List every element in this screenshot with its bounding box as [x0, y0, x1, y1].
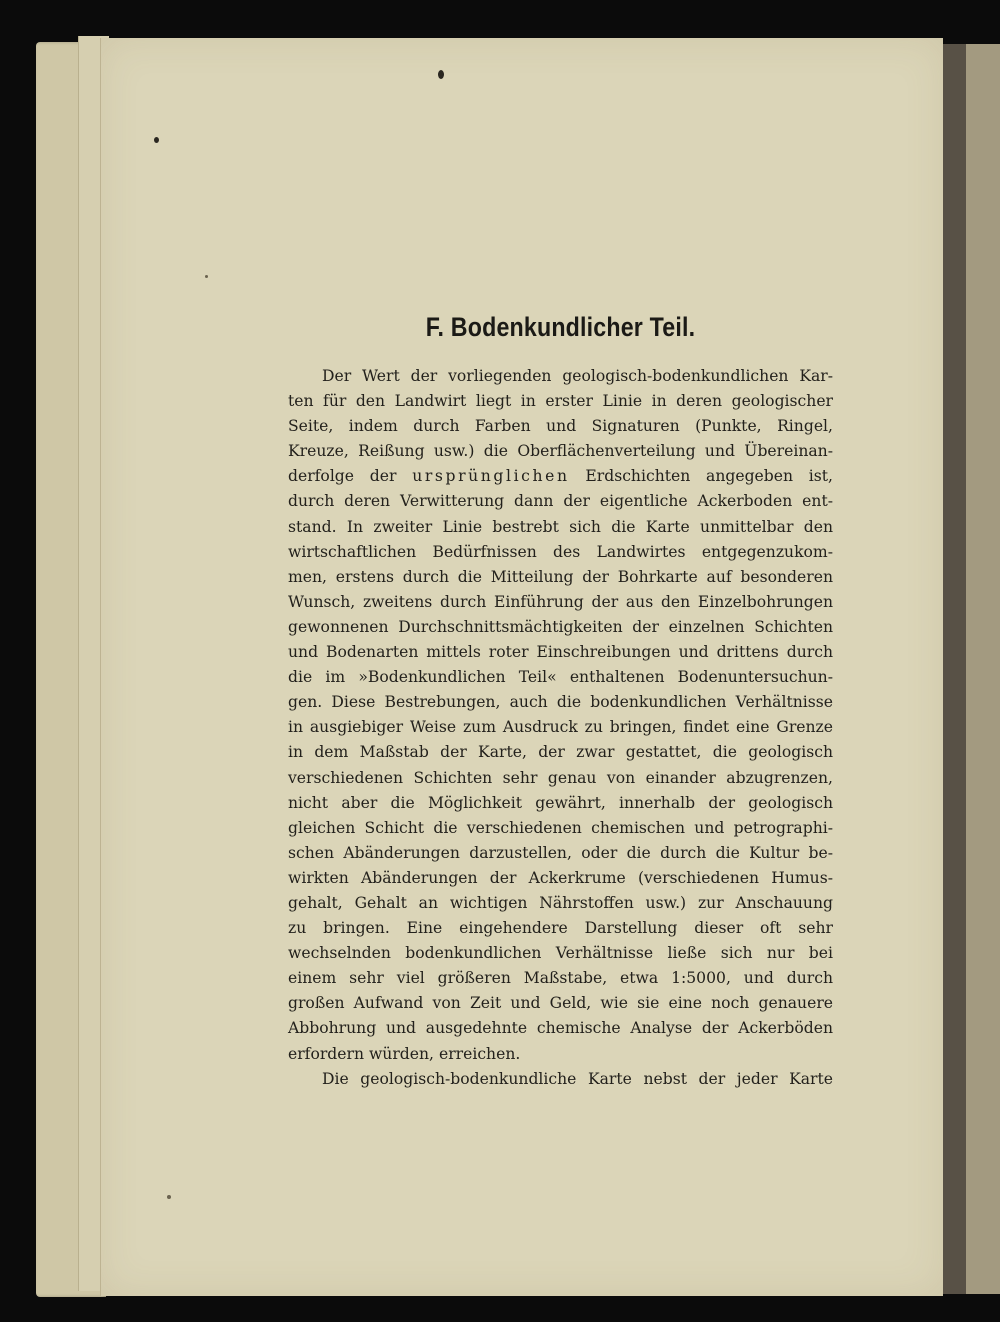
text-line: in ausgiebiger Weise zum Ausdruck zu bringen, findet eine Grenze — [288, 718, 833, 737]
text-line: und Bodenarten mittels roter Einschreibungen und drittens durch — [288, 643, 833, 662]
paper-speck — [167, 1195, 171, 1199]
text-line: verschiedenen Schichten sehr genau von einander abzugrenzen, — [288, 768, 833, 787]
text-line: in dem Maßstab der Karte, der zwar gestattet, die geologisch — [288, 743, 833, 762]
text-line: Wunsch, zweitens durch Einführung der aus den Einzelbohrungen — [288, 592, 833, 611]
text-line: einem sehr viel größeren Maßstabe, etwa 1:5000, und durch — [288, 969, 833, 988]
text-line: gleichen Schicht die verschiedenen chemischen und petrographi- — [288, 818, 833, 837]
emphasized-word: ursprünglichen — [412, 467, 570, 486]
paper-speck — [438, 70, 444, 79]
text-line: wirkten Abänderungen der Ackerkrume (verschiedenen Humus- — [288, 868, 833, 887]
text-line: gehalt, Gehalt an wichtigen Nährstoffen usw.) zur Anschauung — [288, 893, 833, 912]
text-line: Die geologisch-bodenkundliche Karte nebst der jeder Karte — [322, 1069, 833, 1088]
text-line: wechselnden bodenkundlichen Verhältnisse ließe sich nur bei — [288, 944, 833, 963]
text-line: Kreuze, Reißung usw.) die Oberflächenverteilung und Übereinan- — [288, 442, 833, 461]
paper-speck — [154, 137, 159, 143]
text-line: wirtschaftlichen Bedürfnissen des Landwirtes entgegenzukom- — [288, 542, 833, 561]
text-line: gen. Diese Bestrebungen, auch die bodenkundlichen Verhältnisse — [288, 693, 833, 712]
text-line: Seite, indem durch Farben und Signaturen (Punkte, Ringel, — [288, 417, 833, 436]
facing-page-edge — [966, 44, 1000, 1294]
text-line: zu bringen. Eine eingehendere Darstellung dieser oft sehr — [288, 919, 833, 938]
text-line: men, erstens durch die Mitteilung der Bohrkarte auf besonderen — [288, 567, 833, 586]
text-line: stand. In zweiter Linie bestrebt sich die Karte unmittelbar den — [288, 517, 833, 536]
text-line: erfordern würden, erreichen. — [288, 1044, 521, 1063]
text-line: schen Abänderungen darzustellen, oder die durch die Kultur be- — [288, 843, 833, 862]
section-heading: F. Bodenkundlicher Teil. — [425, 312, 696, 342]
text-line: Der Wert der vorliegenden geologisch-bodenkundlichen Kar- — [322, 367, 833, 385]
text-line: die im »Bodenkundlichen Teil« enthaltenen Bodenuntersuchun- — [288, 668, 833, 687]
text-line: nicht aber die Möglichkeit gewährt, innerhalb der geologisch — [288, 793, 833, 812]
text-line: ten für den Landwirt liegt in erster Linie in deren geologischer — [288, 392, 833, 411]
text-line: durch deren Verwitterung dann der eigentliche Ackerboden ent- — [288, 492, 833, 511]
body-text — [288, 364, 833, 1092]
text-fragment: Erdschichten angegeben ist, — [585, 467, 833, 486]
text-fragment: derfolge der — [288, 467, 397, 486]
text-line: Abbohrung und ausgedehnte chemische Analyse der Ackerböden — [288, 1019, 833, 1038]
paper-speck — [205, 275, 208, 278]
text-line: gewonnenen Durchschnittsmächtigkeiten der einzelnen Schichten — [288, 617, 833, 636]
text-line: großen Aufwand von Zeit und Geld, wie sie eine noch genauere — [288, 994, 833, 1013]
text-line-spaced — [288, 464, 833, 489]
